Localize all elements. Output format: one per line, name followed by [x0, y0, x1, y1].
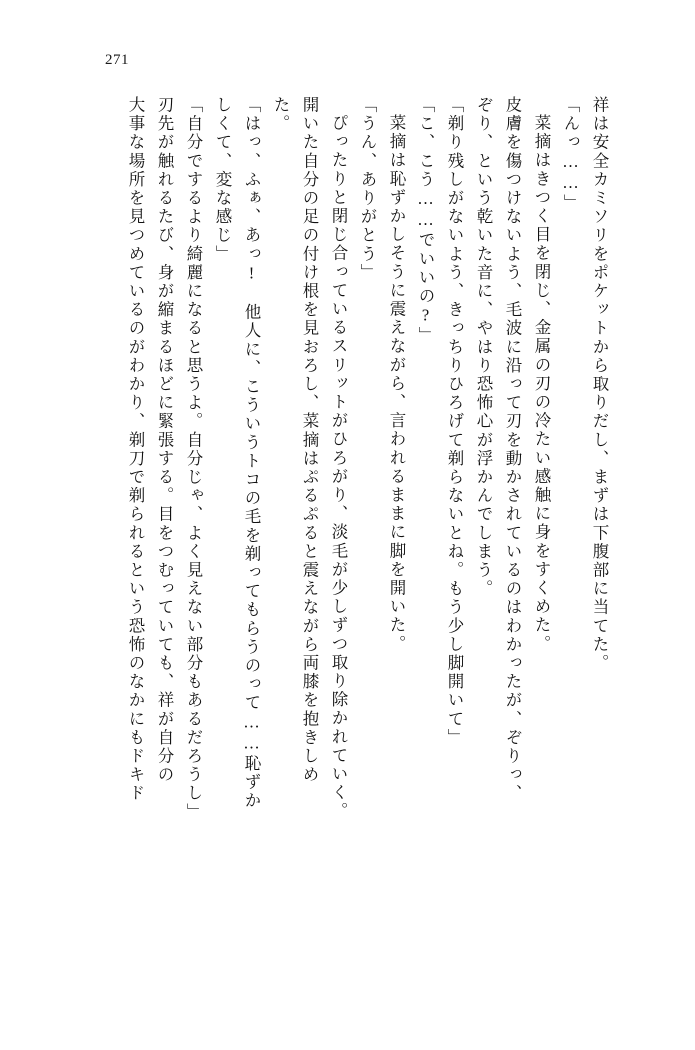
- text-line: 菜摘はきつく目を閉じ、金属の刃の冷たい感触に身をすくめた。: [532, 114, 551, 654]
- text-line: 大事な場所を見つめているのがわかり、剃刀で剃られるという恐怖のなかにもドキド: [126, 96, 145, 803]
- text-line: ぞり、という乾いた音に、やはり恐怖心が浮かんでしまう。: [474, 96, 493, 599]
- text-line: 「はっ、ふぁ、あっ! 他人に、こういうトコの毛を剃ってもらうのって……恥ずか: [242, 96, 261, 811]
- text-line: 開いた自分の足の付け根を見おろし、菜摘はぷるぷると震えながら両膝を抱きしめ: [300, 96, 319, 785]
- text-line: た。: [271, 96, 290, 134]
- text-line: 「こ、こう……でいいの?」: [416, 96, 435, 346]
- text-line: 「うん、ありがとう」: [358, 96, 377, 282]
- text-line: 祥は安全カミソリをポケットから取りだし、まずは下腹部に当てた。: [590, 96, 609, 673]
- page-number: 271: [105, 52, 129, 68]
- text-line: 刃先が触れるたび、身が縮まるほどに緊張する。目をつむっていても、祥が自分の: [155, 96, 174, 785]
- text-line: ぴったりと閉じ合っているスリットがひろがり、淡毛が少しずつ取り除かれていく。: [329, 114, 348, 821]
- text-line: しくて、変な感じ」: [213, 96, 232, 264]
- text-line: 「自分でするより綺麗になると思うよ。自分じゃ、よく見えない部分もあるだろうし」: [184, 96, 203, 822]
- text-line: 菜摘は恥ずかしそうに震えながら、言われるままに脚を開いた。: [387, 114, 406, 654]
- text-line: 「剃り残しがないよう、きっちりひろげて剃らないとね。もう少し脚開いて」: [445, 96, 464, 747]
- vertical-text-block: [114, 96, 607, 956]
- text-line: 皮膚を傷つけないよう、毛波に沿って刃を動かされているのはわかったが、ぞりっ、: [503, 96, 522, 803]
- text-line: 「んっ……」: [561, 96, 580, 213]
